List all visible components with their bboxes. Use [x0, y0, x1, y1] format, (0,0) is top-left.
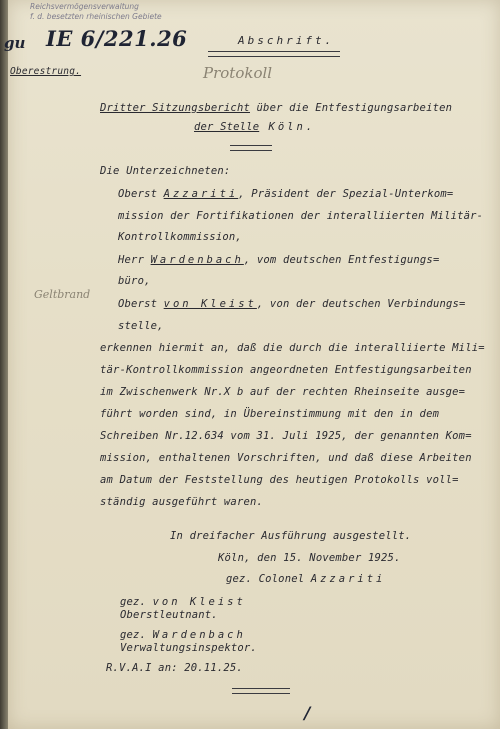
participant2-name: Wardenbach [150, 254, 244, 266]
closing-double-rule [232, 688, 290, 694]
participant2-line1 [118, 254, 439, 266]
reference-number: IE 6/221.26 [46, 26, 188, 51]
participant2-title: Herr [118, 254, 151, 266]
margin-pencil-note: Geltbrand [34, 288, 91, 301]
body-line: ständig ausgeführt waren. [100, 496, 264, 508]
heading-rest: über die Entfestigungsarbeiten [250, 102, 453, 114]
intro-line: Die Unterzeichneten: [100, 165, 231, 177]
body-line: im Zwischenwerk Nr.X b auf der rechten Rheinseite ausge= [100, 386, 466, 398]
body-line: tär-Kontrollkommission angeordneten Entfestigungsarbeiten [100, 364, 472, 376]
heading-double-rule [230, 145, 272, 151]
participant1-line3: Kontrollkommission, [118, 231, 242, 243]
reference-prefix: gu [4, 34, 26, 52]
heading-line2-underlined: der Stelle [194, 121, 260, 133]
signature2-title: Verwaltungsinspektor. [120, 642, 257, 654]
heading-line2 [194, 121, 315, 133]
participant3-line1 [118, 298, 466, 310]
body-line: am Datum der Feststellung des heutigen Protokolls voll= [100, 474, 459, 486]
participant3-name: von Kleist [163, 298, 257, 310]
participant1-line1 [118, 188, 453, 200]
participant2-line2: büro, [118, 275, 151, 287]
signature1-line [120, 596, 246, 608]
protokoll-pencil-note: Protokoll [203, 64, 273, 82]
participant1-name: Azzariti [163, 188, 239, 200]
document-title: Abschrift. [238, 34, 335, 47]
participant1-line2: mission der Fortifikationen der interalliierten Militär- [118, 210, 484, 222]
participant3-rank: Oberst [118, 298, 164, 310]
heading-line1 [100, 102, 452, 114]
closing-place-date: Köln, den 15. November 1925. [218, 552, 401, 564]
signature1-prefix: gez. [120, 596, 153, 608]
agency-stamp-line1: Reichsvermögensverwaltung [30, 2, 139, 11]
heading-underlined-part: Dritter Sitzungsbericht [100, 102, 250, 114]
page-edge-shadow [0, 0, 8, 729]
body-line: führt worden sind, in Übereinstimmung mit den in dem [100, 408, 440, 420]
signature2-prefix: gez. [120, 629, 153, 641]
signature1-title: Oberstleutnant. [120, 609, 218, 621]
participant2-role: , vom deutschen Entfestigungs= [243, 254, 440, 266]
bottom-pen-mark: / [304, 704, 311, 724]
participant1-role: , Präsident der Spezial-Unterkom= [238, 188, 454, 200]
signed-prefix: gez. Colonel [226, 573, 311, 585]
participant3-role: , von der deutschen Verbindungs= [256, 298, 466, 310]
body-line: erkennen hiermit an, daß die durch die interalliierte Mili= [100, 342, 485, 354]
signed-name: Azzariti [310, 573, 386, 585]
participant3-line2: stelle, [118, 320, 164, 332]
title-double-rule [208, 51, 340, 57]
document-page [4, 0, 500, 729]
rva-forwarding-line: R.V.A.I an: 20.11.25. [106, 662, 243, 674]
agency-stamp-line2: f. d. besetzten rheinischen Gebiete [30, 12, 162, 21]
body-line: Schreiben Nr.12.634 vom 31. Juli 1925, der genannten Kom= [100, 430, 472, 442]
signature2-line [120, 629, 246, 641]
signature1-name: von Kleist [152, 596, 246, 608]
closing-issued-line: In dreifacher Ausführung ausgestellt. [170, 530, 412, 542]
closing-signed-colonel [226, 573, 385, 585]
participant1-rank: Oberst [118, 188, 164, 200]
signature2-name: Wardenbach [152, 629, 246, 641]
body-line: mission, enthaltenen Vorschriften, und daß diese Arbeiten [100, 452, 472, 464]
margin-note: Oberestrung. [10, 66, 82, 77]
heading-line2-rest: Köln. [259, 121, 316, 133]
